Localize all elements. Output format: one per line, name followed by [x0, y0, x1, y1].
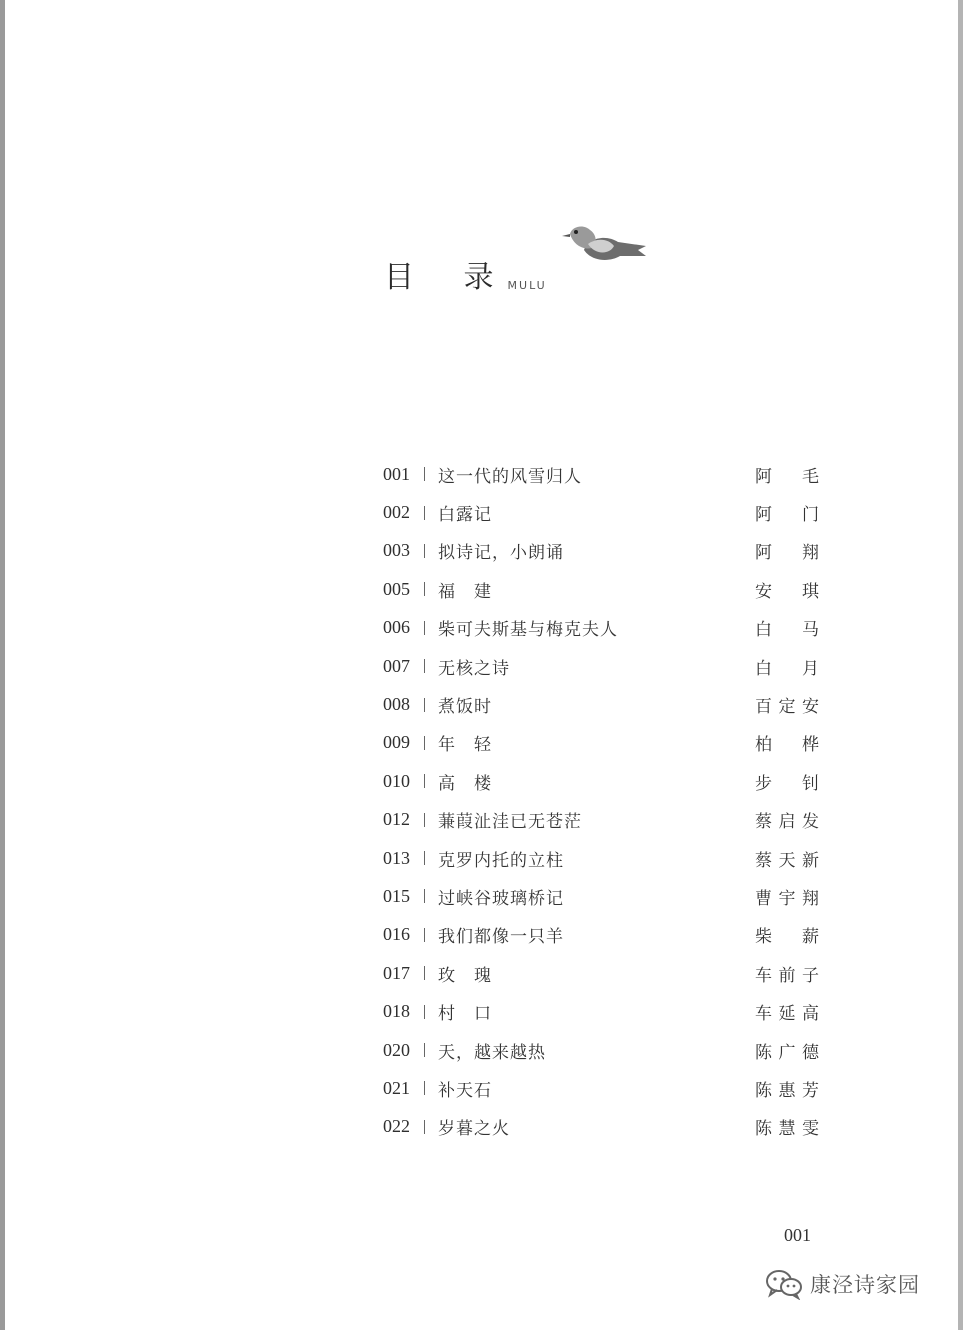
- bird-illustration: [562, 220, 648, 268]
- toc-divider: [424, 544, 425, 558]
- toc-author: 蔡启发: [755, 812, 819, 833]
- toc-entry[interactable]: [383, 685, 819, 723]
- toc-divider: [424, 582, 425, 596]
- toc-page-number: 021: [383, 1077, 410, 1098]
- toc-entry[interactable]: [383, 1031, 819, 1069]
- toc-entry[interactable]: [383, 724, 819, 762]
- toc-page-number: 022: [383, 1116, 410, 1137]
- toc-title: 玫 瑰: [438, 965, 492, 986]
- toc-entry[interactable]: [383, 954, 819, 992]
- watermark: [764, 1268, 920, 1300]
- toc-title: 天，越来越热: [438, 1042, 546, 1063]
- toc-title: 年 轻: [438, 735, 492, 756]
- toc-page-number: 001: [383, 463, 410, 484]
- toc-page-number: 010: [383, 770, 410, 791]
- toc-title: 补天石: [438, 1080, 492, 1101]
- page-edge-right: [958, 0, 963, 1330]
- toc-page-number: 018: [383, 1001, 410, 1022]
- toc-title: 我们都像一只羊: [438, 927, 564, 948]
- toc-entry[interactable]: [383, 839, 819, 877]
- toc-title: 无核之诗: [438, 658, 510, 679]
- toc-page-number: 013: [383, 847, 410, 868]
- toc-entry[interactable]: [383, 877, 819, 915]
- toc-author: 阿 门: [755, 505, 819, 526]
- toc-page-number: 005: [383, 578, 410, 599]
- toc-entry[interactable]: [383, 1108, 819, 1146]
- toc-author: 车前子: [755, 965, 819, 986]
- page-title: 目 录: [384, 260, 514, 295]
- toc-title: 高 楼: [438, 773, 492, 794]
- toc-entry[interactable]: [383, 992, 819, 1030]
- toc-entry[interactable]: [383, 1069, 819, 1107]
- toc-heading: [384, 255, 547, 295]
- toc-title: 白露记: [438, 505, 492, 526]
- toc-author: 车延高: [755, 1004, 819, 1025]
- toc-page-number: 012: [383, 809, 410, 830]
- toc-divider: [424, 1043, 425, 1057]
- toc-entry[interactable]: [383, 493, 819, 531]
- toc-author: 阿 毛: [755, 466, 819, 487]
- toc-page-number: 006: [383, 617, 410, 638]
- toc-divider: [424, 736, 425, 750]
- toc-author: 步 钊: [755, 773, 819, 794]
- toc-title: 村 口: [438, 1004, 492, 1025]
- toc-title: 克罗内托的立柱: [438, 850, 564, 871]
- toc-author: 白 马: [755, 620, 819, 641]
- toc-page-number: 017: [383, 962, 410, 983]
- toc-author: 陈广德: [755, 1042, 819, 1063]
- toc-page-number: 003: [383, 540, 410, 561]
- toc-author: 白 月: [755, 658, 819, 679]
- toc-title: 拟诗记，小朗诵: [438, 543, 564, 564]
- toc-page-number: 002: [383, 502, 410, 523]
- toc-divider: [424, 889, 425, 903]
- toc-entry[interactable]: [383, 916, 819, 954]
- toc-title: 岁暮之火: [438, 1119, 510, 1140]
- toc-divider: [424, 851, 425, 865]
- toc-author: 陈惠芳: [755, 1080, 819, 1101]
- toc-author: 阿 翔: [755, 543, 819, 564]
- toc-author: 蔡天新: [755, 850, 819, 871]
- table-of-contents: [383, 455, 819, 1146]
- toc-divider: [424, 467, 425, 481]
- page-subtitle: MULU: [507, 279, 547, 292]
- toc-author: 陈慧雯: [755, 1119, 819, 1140]
- wechat-icon: [764, 1268, 804, 1300]
- toc-entry[interactable]: [383, 532, 819, 570]
- toc-page-number: 020: [383, 1039, 410, 1060]
- toc-divider: [424, 506, 425, 520]
- toc-title: 蒹葭沚洼已无苍茫: [438, 812, 582, 833]
- toc-divider: [424, 928, 425, 942]
- toc-title: 这一代的风雪归人: [438, 466, 582, 487]
- toc-title: 柴可夫斯基与梅克夫人: [438, 620, 618, 641]
- toc-entry[interactable]: [383, 647, 819, 685]
- page-edge-left: [0, 0, 5, 1330]
- toc-author: 曹宇翔: [755, 888, 819, 909]
- toc-divider: [424, 966, 425, 980]
- toc-author: 柴 薪: [755, 927, 819, 948]
- toc-author: 百定安: [755, 697, 819, 718]
- toc-divider: [424, 659, 425, 673]
- toc-divider: [424, 813, 425, 827]
- toc-divider: [424, 1005, 425, 1019]
- toc-page-number: 016: [383, 924, 410, 945]
- toc-entry[interactable]: [383, 455, 819, 493]
- toc-page-number: 007: [383, 655, 410, 676]
- toc-title: 福 建: [438, 581, 492, 602]
- toc-divider: [424, 621, 425, 635]
- watermark-text: 康泾诗家园: [810, 1273, 920, 1297]
- toc-entry[interactable]: [383, 801, 819, 839]
- toc-author: 柏 桦: [755, 735, 819, 756]
- toc-page-number: 008: [383, 694, 410, 715]
- toc-title: 煮饭时: [438, 697, 492, 718]
- toc-entry[interactable]: [383, 609, 819, 647]
- toc-divider: [424, 1120, 425, 1134]
- toc-entry[interactable]: [383, 762, 819, 800]
- toc-divider: [424, 1081, 425, 1095]
- toc-divider: [424, 698, 425, 712]
- toc-entry[interactable]: [383, 570, 819, 608]
- toc-page-number: 015: [383, 885, 410, 906]
- page-number: 001: [784, 1225, 811, 1245]
- toc-title: 过峡谷玻璃桥记: [438, 888, 564, 909]
- toc-author: 安 琪: [755, 581, 819, 602]
- toc-divider: [424, 774, 425, 788]
- toc-page-number: 009: [383, 732, 410, 753]
